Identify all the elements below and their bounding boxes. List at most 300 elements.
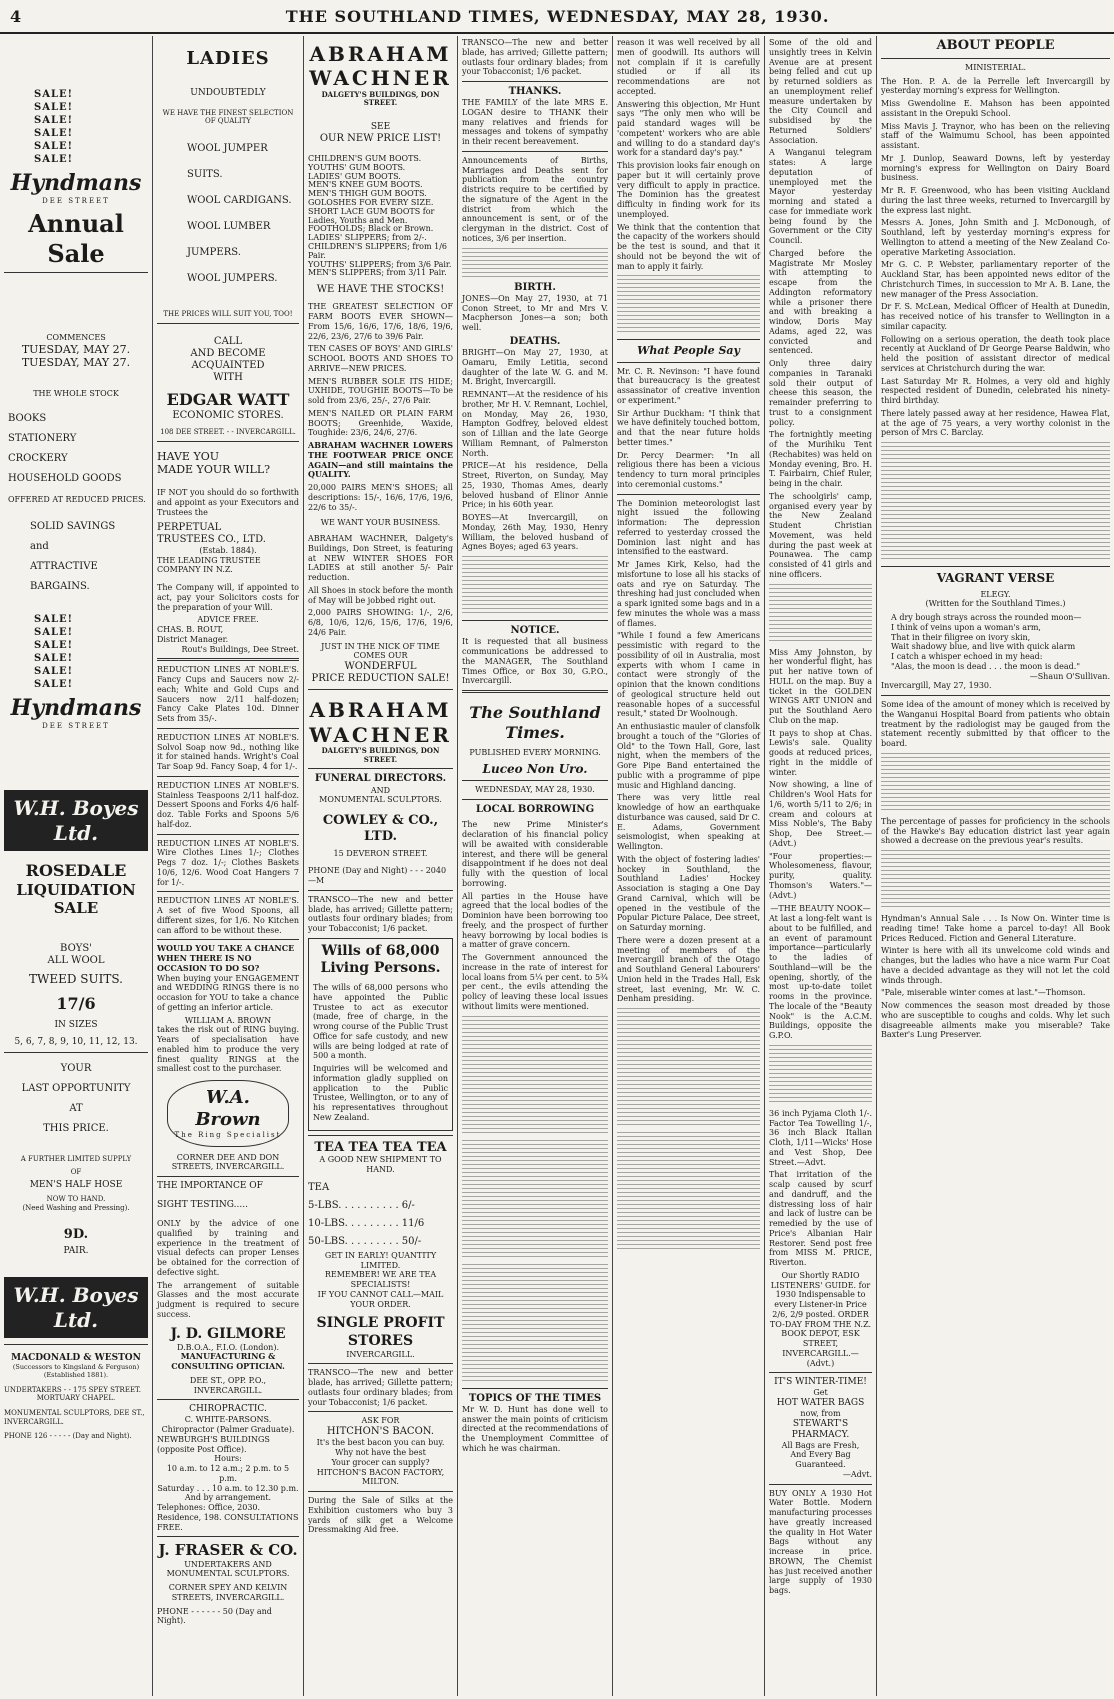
text-col1-stock_items-3: HOUSEHOLD GOODS	[8, 473, 122, 485]
text-col7-poem-5: "Alas, the moon is dead . . . the moon is dead."	[891, 661, 1081, 671]
text-block-2	[462, 1016, 608, 1136]
text-col3-just: JUST IN THE NICK OF TIME COMES OUR	[321, 641, 440, 661]
text-col1-wool: ALL WOOL	[47, 955, 105, 967]
text-col4-deaths_text-1: REMNANT—At the residence of his brother, Mr H. V. Remnant, Lochiel, on Monday, May 26, 1930, Hampton Godfrey, beloved eldest son of Lillian and the late George William Remnant, of Palmerston North.	[462, 390, 608, 458]
text-col3-list-5: GOLOSHES FOR EVERY SIZE.	[308, 197, 434, 207]
divider	[769, 1372, 872, 1373]
text-col3-new_price: OUR NEW PRICE LIST!	[319, 132, 442, 144]
text-col1-sale_lines-3: SALE!	[34, 652, 74, 664]
text-col3-want: WE WANT YOUR BUSINESS.	[320, 518, 441, 528]
divider	[157, 323, 299, 324]
text-col1-pair: PAIR.	[63, 1246, 89, 1257]
text-col2-edgar: EDGAR WATT	[166, 390, 290, 410]
divider	[308, 689, 453, 690]
text-col3-list-7: FOOTHOLDS; Black or Brown.	[308, 224, 434, 234]
divider	[462, 799, 608, 800]
text-col7-ministerial: MINISTERIAL.	[965, 62, 1026, 72]
text-col4-local_text-2: The Government announced the increase in the rate of interest for local loans from 5¼ per cent. to 5¾ per cent., the evils attending the policy of leaving these local issues without limits were mentioned.	[462, 953, 608, 1011]
text-col4-birth_text: JONES—On May 27, 1930, at 71 Conon Street, to Mr and Mrs V. Macpherson Jones—a son; both well.	[462, 293, 608, 333]
text-col3-tea_rows-2: 10-LBS. . . . . . . . . 11/6	[308, 1217, 425, 1229]
text-col3-remember: REMEMBER! WE ARE TEA SPECIALISTS!	[324, 1270, 437, 1290]
text-block-8	[769, 584, 872, 644]
text-col2-leading: THE LEADING TRUSTEE COMPANY IN N.Z.	[157, 555, 261, 575]
text-col2-ring: The Ring Specialist	[174, 1131, 282, 1140]
text-col7-rest-2: Hyndman's Annual Sale . . . Is Now On. Winter time is reading time! Take home a parcel to-day! All Book Prices Reduced. Fiction and General Literature.	[881, 914, 1110, 943]
text-col3-stocks-4: ABRAHAM WACHNER LOWERS THE FOOTWEAR PRICE ONCE AGAIN—and still maintains the QUALITY.	[308, 440, 453, 480]
text-col3-transco2: TRANSCO—The new and better blade, has arrived; Gillette pattern; outlasts four ordinary blades; from your Tobacconist; 1/6 packet.	[308, 1368, 453, 1407]
text-col1-whole_stock: THE WHOLE STOCK	[33, 389, 119, 399]
text-col1-sale_lines-4: SALE!	[34, 141, 74, 152]
text-col4-local_text-1: All parties in the House have agreed that the local bodies of the Dominion have been borrowing too freely, and the prospect of further heavy borrowing by local bodies is a matter of grave concern.	[462, 891, 608, 950]
divider	[157, 939, 299, 940]
text-col6-radio: Our Shortly RADIO LISTENERS' GUIDE. for 1930 Indispensable to every Listener-in Price 2/6, 2/9 posted. ORDER TO-DAY FROM THE N.Z. BOOK DEPOT, ESK STREET, INVERCARGILL.—(Advt.)	[769, 1270, 872, 1368]
text-col1-sale_lines-2: SALE!	[34, 639, 74, 651]
text-col4-topics_text: Mr W. D. Hunt has done well to answer the main points of criticism directed at the recommendations of the Unemployment Committee of which he was chairman.	[462, 1404, 608, 1453]
text-col4-local: LOCAL BORROWING	[475, 804, 595, 816]
text-col2-prices: THE PRICES WILL SUIT YOU, TOO!	[163, 309, 293, 318]
text-col1-last: LAST OPPORTUNITY	[21, 1082, 131, 1094]
text-col3-stores: STORES	[347, 1332, 414, 1349]
text-col2-advice: ADVICE FREE.	[197, 615, 259, 625]
text-col2-undoubtedly: UNDOUBTEDLY	[190, 87, 266, 98]
text-col2-sight_text: ONLY by the advice of one qualified by training and experience in the treatment of visual defects can proper Lenses be obtained for the correction of defective sight.	[157, 1219, 299, 1277]
divider	[881, 695, 1110, 696]
text-col2-items-0: WOOL JUMPER SUITS.	[187, 142, 268, 180]
text-col6-now_from: now, from	[800, 1408, 841, 1418]
text-col1-undertakers: UNDERTAKERS - - 175 SPEY STREET.	[4, 1385, 141, 1394]
text-col2-fraser_phone: PHONE - - - - - - 50 (Day and Night).	[157, 1606, 272, 1626]
text-col1-rosedale: ROSEDALE	[25, 861, 127, 881]
text-col3-see: SEE	[370, 121, 391, 132]
text-col2-with: WITH	[213, 372, 243, 384]
divider	[157, 658, 299, 661]
text-col2-items-1: WOOL CARDIGANS.	[187, 194, 292, 206]
text-col2-brown: WILLIAM A. BROWN	[184, 1015, 272, 1025]
text-col7-rest-3: Winter is here with all its unwelcome cold winds and changes, but the ladies who have a nice warm Fur Coat have a decided advantage as they will not let the cold winds through.	[881, 946, 1110, 985]
text-col6-beauty: —THE BEAUTY NOOK—	[770, 904, 871, 914]
text-col7-people-4: Mr R. F. Greenwood, who has been visiting Auckland during the last three weeks, returned to Invercargill by the express last night.	[881, 186, 1110, 215]
text-col3-cowley_phone: PHONE (Day and Night) - - - 2040—M	[308, 866, 447, 886]
text-col2-nobles-4: REDUCTION LINES AT NOBLE'S. A set of five Wood Spoons, all different sizes, for 1/6. No Kitchen can afford to be without these.	[157, 896, 299, 935]
text-col2-company_text: The Company will, if appointed to act, pay your Solicitors costs for the preparation of your Will.	[157, 583, 299, 612]
text-col2-perpetual: PERPETUAL	[157, 521, 222, 533]
divider	[308, 1363, 453, 1364]
text-col1-macdonald: MACDONALD & WESTON	[11, 1353, 141, 1364]
text-col5-heading: What People Say	[637, 344, 740, 358]
text-col3-bacon4: HITCHON'S BACON FACTORY, MILTON.	[316, 1467, 445, 1487]
divider	[157, 1536, 299, 1537]
text-col3-cowley: COWLEY & CO., LTD.	[322, 813, 439, 844]
text-col6-text1-2: Charged before the Magistrate Mr Mosley with attempting to escape from the Addington reformatory while a prisoner there and with breaking a window, Doris May Adams, aged 22, was convicted and sentenced.	[769, 248, 872, 356]
divider	[157, 441, 299, 442]
text-col3-monumental: MONUMENTAL SCULPTORS.	[319, 795, 442, 805]
text-col3-list-2: LADIES' GUM BOOTS.	[308, 171, 401, 181]
text-col2-nobles-0: REDUCTION LINES AT NOBLE'S. Fancy Cups and Saucers now 2/- each; White and Gold Cups and Saucers now 2/11 half-dozen; Fancy Cake Plates 10d. Dinner Sets from 35/-.	[157, 665, 299, 724]
text-col3-stocks-3: MEN'S NAILED OR PLAIN FARM BOOTS; Greenhide, Waxide, Toughide: 23/6, 24/6, 27/6.	[308, 408, 453, 438]
text-col1-macdonald_sub: (Successors to Kingsland & Ferguson)	[12, 1363, 140, 1372]
text-col2-manager: District Manager.	[157, 634, 229, 644]
text-col2-brown_text: takes the risk out of RING buying. Years of specialisation have enabled him to produce the very finest quality RINGS at the smallest cost to the purchaser.	[157, 1025, 299, 1074]
text-col3-list-10: YOUTHS' SLIPPERS; from 3/6 Pair.	[308, 259, 452, 269]
text-block-0	[462, 248, 608, 278]
text-col1-price: 17/6	[56, 994, 96, 1014]
text-col4-announce: Announcements of Births, Marriages and Deaths sent for publication from the country districts require to be certified by the signature of the Agent in the district from which the announcement is sent, or of the clergyman in the district. Cost of notices, 3/6 per insertion.	[462, 155, 608, 243]
text-block-5	[617, 275, 760, 335]
text-col6-text1-5: The schoolgirls' camp, organised every year by the New Zealand Student Christian Movement, was held during the past week at Pounawea. The camp consisted of 41 girls and nine officers.	[769, 491, 872, 579]
text-col1-further: A FURTHER LIMITED SUPPLY	[20, 1155, 132, 1164]
text-col3-dalgety2: DALGETY'S BUILDINGS, DON STREET.	[321, 746, 440, 764]
text-col7-poem-1: I think of veins upon a woman's arm,	[891, 622, 1041, 632]
text-col6-pyjama: 36 inch Pyjama Cloth 1/-. Factor Tea Towelling 1/-, 36 inch Black Italian Cloth, 1/11—Wicks' Hose and Vest Shop, Dee Street.—Advt.	[769, 1108, 872, 1167]
brown-logo	[167, 1080, 289, 1146]
text-col5-text2-4: There was very little real knowledge of how an earthquake disturbance was caused, said Dr C. E. Adams, Government seismologist, when speaking at Wellington.	[617, 793, 760, 852]
text-col3-tea_rows-0: TEA	[308, 1181, 330, 1193]
text-col4-notice: NOTICE.	[510, 625, 560, 637]
text-col3-tea_sub: A GOOD NEW SHIPMENT TO HAND.	[319, 1155, 442, 1175]
text-col2-tel: Telephones: Office, 2030. Residence, 198. CONSULTATIONS FREE.	[157, 1503, 299, 1532]
text-col1-logo: Hyndmans	[10, 170, 142, 196]
text-col6-stewart: STEWART'S PHARMACY.	[791, 1418, 850, 1440]
text-col1-sale_lines-1: SALE!	[34, 626, 74, 638]
divider	[308, 768, 453, 769]
text-col2-fraser_addr: CORNER SPEY AND KELVIN STREETS, INVERCARGILL.	[168, 1583, 288, 1602]
text-col5-text2-3: An enthusiastic mauler of clansfolk brought a touch of the "Glories of Old" to the Town Hall, Gore, last night, when the members of the Gore Pipe Band entertained the public with a programme of pipe music and Highland dancing.	[617, 722, 760, 790]
text-col3-abraham: ABRAHAM	[309, 42, 452, 66]
text-col3-stocks-2: MEN'S RUBBER SOLE ITS HIDE; UXHIDE, TOUGHIE BOOTS—To be sold from 23/6, 25/-, 27/6 Pair.	[308, 376, 453, 406]
text-col7-poem-3: Wait shadowy blue, and live with quick alarm	[891, 642, 1076, 652]
text-block-7	[617, 1132, 760, 1252]
text-block-3	[462, 1140, 608, 1260]
text-col1-sale_lines-5: SALE!	[34, 678, 74, 690]
text-col2-nobles-3: REDUCTION LINES AT NOBLE'S. Wire Clothes Lines 1/-; Clothes Pegs 7 doz. 1/-; Clothes Baskets 10/6, 12/6. Wood Coat Hangers 7 for 1/-.	[157, 838, 299, 887]
text-col1-established: (Established 1881).	[43, 1371, 109, 1379]
text-col7-rest-1: The percentage of passes for proficiency in the schools of the Hawke's Bay education district last year again showed a decrease on the previous year's results.	[881, 816, 1110, 846]
divider	[4, 1344, 148, 1345]
text-col2-made: MADE YOUR WILL?	[157, 462, 271, 476]
divider	[157, 776, 299, 777]
text-col5-text1-1: Answering this objection, Mr Hunt says "The only men who will be paid standard wages will be 'competent' workers who are able and willing to do a standard day's work for a standard day's pay."	[617, 99, 760, 158]
divider	[617, 339, 760, 340]
text-col6-buy: BUY ONLY A 1930 Hot Water Bottle. Modern manufacturing processes have greatly increased the quality in Hot Water Bags without any increase in price. BROWN, The Chemist has just received another large supply of 1930 bags.	[769, 1488, 872, 1596]
text-col6-text1-1: A Wanganui telegram states: A large deputation of unemployed met the Mayor yesterday morning and stated a case for immediate work being found by the Government or the City Council.	[769, 148, 872, 245]
text-col7-people-0: The Hon. P. A. de la Perrelle left Invercargill by yesterday morning's express for Wellington.	[881, 76, 1110, 96]
text-col3-have_stocks: WE HAVE THE STOCKS!	[316, 284, 445, 296]
text-col6-winter: IT'S WINTER-TIME!	[774, 1377, 867, 1388]
text-col3-stocks-1: TEN CASES OF BOYS' AND GIRLS' SCHOOL BOOTS AND SHOES TO ARRIVE—NEW PRICES.	[308, 344, 454, 373]
text-col2-estab: (Estab. 1884).	[199, 545, 257, 555]
text-col6-text1-9: "Four properties:—Wholesomeness, flavour, purity, quality. Thomson's Waters."—(Advt.)	[769, 851, 872, 900]
text-col6-irritation: That irritation of the scalp caused by scurf and dandruff, and the distressing loss of hair and lack of lustre can be remedied by the use of Price's Albanian Hair Restorer. Send post free from MISS M. PRICE, Riverton.	[769, 1170, 872, 1267]
divider	[157, 834, 299, 835]
text-col3-silks: During the Sale of Silks at the Exhibition customers who buy 3 yards of silk get a Welcome Dressmaking Aid free.	[308, 1496, 453, 1535]
text-col7-written: (Written for the Southland Times.)	[925, 599, 1066, 609]
text-col4-local_text-0: The new Prime Minister's declaration of his financial policy will be awaited with considerable interest, and there will be general disappointment if he does not deal fully with the question of local borrowing.	[462, 820, 608, 888]
text-col6-hot: HOT WATER BAGS	[776, 1397, 865, 1408]
newspaper-nameplate: The Southland Times.	[469, 703, 601, 742]
text-col3-early: GET IN EARLY! QUANTITY LIMITED.	[324, 1250, 437, 1270]
text-col1-date1: TUESDAY, MAY 27.	[21, 342, 131, 356]
text-col3-list-3: MEN'S KNEE GUM BOOTS.	[308, 180, 423, 190]
text-col2-appt: And by arrangement.	[184, 1493, 272, 1503]
text-col3-reduction: PRICE REDUCTION SALE!	[311, 673, 450, 685]
text-col2-rout: CHAS. B. ROUT,	[157, 625, 224, 635]
page-number: 4	[10, 6, 22, 26]
text-col2-hours1: 10 a.m. to 12 a.m.; 2 p.m. to 5 p.m.	[166, 1464, 290, 1483]
text-col1-savings-3: BARGAINS.	[30, 580, 90, 592]
text-col2-fraser: J. FRASER & CO.	[158, 1541, 298, 1560]
text-col2-call: CALL	[213, 335, 243, 347]
text-block-4	[462, 1264, 608, 1384]
text-col1-logo_sub: DEE STREET	[42, 196, 110, 205]
text-col3-bacon2: Why not have the best	[335, 1448, 426, 1458]
divider	[308, 1411, 453, 1412]
text-col6-text1-6: Miss Amy Johnston, by her wonderful flight, has put her native town of HULL on the map. Buy a ticket in the GOLDEN WINGS ART UNION and put the Southland Aero Club on the map.	[769, 647, 872, 725]
newspaper-header: THE SOUTHLAND TIMES, WEDNESDAY, MAY 28, 1930.	[285, 6, 830, 26]
divider	[462, 620, 608, 621]
text-col1-your: YOUR	[60, 1062, 92, 1074]
column-6	[765, 36, 876, 1696]
divider	[881, 58, 1110, 59]
text-col1-stock_items-2: CROCKERY	[8, 453, 68, 465]
divider	[462, 151, 608, 152]
divider	[308, 1135, 453, 1136]
text-col7-people-8: Following on a serious operation, the death took place recently at Auckland of Dr George Pearse Baldwin, who held the position of assistant director of medical services at Christchurch during the war.	[881, 334, 1110, 373]
text-col7-people-5: Messrs A. Jones, John Smith and J. McDonough, of Southland, left by yesterday morning's express for Wellington to attend a meeting of the New Zealand Co-operative Marketing Association.	[881, 218, 1110, 257]
text-col7-rest-0: Some idea of the amount of money which is received by the Wanganui Hospital Board from patients who obtain treatment by the radiologist may be gauged from the statement recently submitted by that officer to the board.	[881, 700, 1110, 749]
text-col1-sale_lines-2: SALE!	[34, 115, 74, 126]
text-col3-living: Living Persons.	[320, 960, 441, 977]
text-col3-funeral: FUNERAL DIRECTORS.	[314, 773, 447, 785]
text-col4-motto: Luceo Non Uro.	[482, 761, 588, 776]
text-col7-vagrant: VAGRANT VERSE	[936, 571, 1055, 586]
text-col1-reduced: OFFERED AT REDUCED PRICES.	[8, 495, 146, 505]
text-col3-deveron: 15 DEVERON STREET.	[333, 848, 428, 858]
text-col5-text1-2: This provision looks fair enough on paper but it will certainly prove very difficult to apply in practice. The Dominion has the greatest difficulty in finding work for its unemployed.	[617, 161, 760, 219]
text-col2-ladies: LADIES	[186, 48, 270, 69]
divider	[462, 81, 608, 82]
text-col3-all_shoes: All Shoes in stock before the month of May will be jobbed right out.	[308, 585, 453, 605]
text-col4-thanks_text: THE FAMILY of the late MRS E. LOGAN desire to THANK their many relatives and friends for messages and tokens of sympathy in their recent bereavement.	[462, 98, 608, 147]
hyndmans-logo-2	[4, 695, 148, 730]
text-block-1	[462, 556, 608, 616]
text-col5-quotes-1: Sir Arthur Duckham: "I think that we have definitely touched bottom, and that the near future holds better times."	[617, 408, 760, 447]
text-col2-routs: Rout's Buildings, Dee Street.	[181, 644, 299, 654]
text-col3-list-4: MEN'S THIGH GUM BOOTS.	[308, 189, 427, 199]
text-col7-people-7: Dr F. S. McLean, Medical Officer of Health at Dunedin, has received notice of his transfer to Wellington in a similar capacity.	[881, 302, 1110, 331]
text-col4-deaths_text-3: BOYES—At Invercargill, on Monday, 26th May, 1930, Henry William, the beloved husband of Agnes Boyes; aged 63 years.	[462, 513, 608, 552]
text-col7-rest-4: "Pale, miserable winter comes at last."—Thomson.	[881, 988, 1086, 998]
divider	[462, 1388, 608, 1389]
text-col7-people-6: Mr G. C. P. Webster, parliamentary reporter of the Auckland Star, has been appointed news editor of the Christchurch Times, in succession to Mr A. B. Lane, the new manager of the Press Association.	[881, 260, 1110, 299]
text-col2-gilmore_addr: DEE ST., OPP. P.O., INVERCARGILL.	[189, 1375, 267, 1395]
text-col1-date2: TUESDAY, MAY 27.	[21, 356, 131, 370]
divider	[308, 890, 453, 891]
text-col2-arrangement: The arrangement of suitable Glasses and the most accurate judgment is required to secure success.	[157, 1280, 299, 1319]
text-col1-this_price: THIS PRICE.	[43, 1123, 109, 1135]
text-col6-text1-0: Some of the old and unsightly trees in Kelvin Avenue are at present being felled and cut up by returned soldiers as an unemployment relief measure undertaken by the City Council and subsidised by the Returned Soldiers' Association.	[769, 38, 872, 145]
text-col3-wonderful: WONDERFUL	[344, 661, 417, 673]
text-col6-text1-8: Now showing, a line of Children's Wool Hats for 1/6, worth 5/11 to 2/6; in cream and colours at Miss Noble's, The Baby Shop, Dee Street.—(Advt.)	[769, 780, 872, 848]
text-block-10	[881, 442, 1110, 562]
divider	[462, 690, 608, 693]
text-col3-cannot: IF YOU CANNOT CALL—MAIL YOUR ORDER.	[317, 1289, 444, 1309]
text-col3-pairs: 2,000 PAIRS SHOWING: 1/-, 2/6, 6/8, 10/6, 12/6, 15/6, 17/6, 19/6, 24/6 Pair.	[308, 608, 453, 637]
text-col2-newburgh: NEWBURGH'S BUILDINGS (opposite Post Office).	[157, 1434, 270, 1454]
text-col3-abraham2: ABRAHAM	[309, 698, 452, 723]
text-col1-sale_lines-5: SALE!	[34, 154, 74, 165]
divider	[769, 1484, 872, 1485]
text-col3-bacon3: Your grocer can supply?	[331, 1457, 430, 1467]
text-col5-text1-0: reason it was well received by all men of goodwill. Its authors will not complain if it is carefully studied or if all its recommendations are not accepted.	[617, 38, 760, 96]
text-col7-elegy: ELEGY.	[980, 589, 1011, 599]
text-col3-dalgety: DALGETY'S BUILDINGS, DON STREET.	[321, 89, 440, 108]
text-block-9	[769, 1045, 872, 1105]
divider	[157, 1176, 299, 1177]
text-col5-text2-2: "While I found a few Americans pessimistic with regard to the possibility of oil in Australia, most experts with whom I came in contact were strongly of the opinion that the known conditions of geological structure held out reasonable hopes of a successful result," stated Dr Woolnough.	[617, 631, 760, 719]
text-col3-transco1: TRANSCO—The new and better blade, has arrived; Gillette pattern; outlasts four ordinary blades; from your Tobacconist; 1/6 packet.	[308, 894, 453, 934]
text-col3-list-11: MEN'S SLIPPERS; from 3/11 Pair.	[308, 268, 447, 278]
text-col6-get: Get	[813, 1388, 828, 1398]
text-col4-deaths: DEATHS.	[509, 335, 561, 347]
text-col1-sale_lines-4: SALE!	[34, 665, 74, 677]
text-block-6	[617, 1008, 760, 1128]
text-col1-at: AT	[69, 1103, 83, 1115]
text-col3-wachner_text: ABRAHAM WACHNER, Dalgety's Buildings, Don Street, is featuring at NEW WINTER SHOES FOR LADIES at still another 5/- Pair reduction.	[308, 534, 453, 583]
text-col2-chiro_sub: Chiropractor (Palmer Graduate).	[161, 1425, 295, 1435]
text-col6-guaranteed: And Every Bag Guaranteed.	[790, 1450, 851, 1470]
text-col3-inquiries: Inquiries will be welcomed and information gladly supplied on application to the Public Trustee, Wellington, or to any of his representatives throughout New Zealand.	[313, 1064, 448, 1122]
text-col3-stocks-5: 20,000 PAIRS MEN'S SHOES; all descriptions: 15/-, 16/6, 17/6, 19/6, 22/6 to 35/-.	[308, 483, 453, 512]
text-col4-paper_date: WEDNESDAY, MAY 28, 1930.	[475, 785, 595, 795]
text-col7-poet: —Shaun O'Sullivan.	[1029, 671, 1110, 681]
text-col1-logo_sub: DEE STREET	[42, 721, 110, 730]
text-col1-sale_lines-1: SALE!	[34, 102, 74, 113]
text-col2-trustees: TRUSTEES CO., LTD.	[157, 533, 266, 545]
text-col1-of: OF	[70, 1167, 82, 1176]
text-col3-wachner2: WACHNER	[309, 722, 452, 747]
text-col6-text1-3: Only three dairy companies in Taranaki sold their output of cheese this season, the remainder preferring to trust to a consignment policy.	[769, 359, 872, 427]
text-col4-deaths_text-0: BRIGHT—On May 27, 1930, at Oamaru, Emily Letitia, second daughter of the late W. G. and M. M. Bright, Invercargill.	[462, 348, 608, 387]
text-col5-text1-3: We think that the contention that the capacity of the workers should be the test is sound, and that it should not be beyond the wit of man to apply it fairly.	[617, 222, 760, 271]
divider	[881, 566, 1110, 567]
text-col2-optician: MANUFACTURING & CONSULTING OPTICIAN.	[171, 1351, 285, 1372]
text-col3-wachner: WACHNER	[309, 66, 452, 91]
divider	[617, 362, 760, 363]
stock-list	[8, 409, 148, 489]
text-col7-people-10: There lately passed away at her residence, Hawea Flat, at the age of 75 years, a very worthy colonist in the person of Mrs C. Barclay.	[881, 408, 1110, 438]
text-col1-in_sizes: IN SIZES	[54, 1019, 98, 1030]
text-col1-liquidation: LIQUIDATION SALE	[16, 880, 136, 917]
text-col1-tweed: TWEED SUITS.	[29, 971, 123, 986]
text-col4-topics: TOPICS OF THE TIMES	[468, 1392, 602, 1404]
hyndmans-logo	[4, 170, 148, 205]
text-col5-text2-1: Mr James Kirk, Kelso, had the misfortune to lose all his stacks of oats and rye on Saturday. The threshing had just concluded when a spark ignited some bags and in a few minutes the whole was a mass of flames.	[617, 560, 760, 628]
text-col3-tea_rows-1: 5-LBS. . . . . . . . . . 6/-	[308, 1199, 415, 1211]
text-col2-brown_logo: W.A. Brown	[195, 1087, 261, 1131]
text-col2-acquainted: AND BECOME ACQUAINTED	[190, 347, 266, 371]
text-col5-quotes-2: Dr. Percy Dearmer: "In all religious there has been a vicious tendency to turn moral principles into ceremonial customs."	[617, 450, 760, 489]
text-col1-savings-1: and	[30, 540, 49, 552]
column-4	[458, 36, 612, 1696]
text-col6-text1-4: The fortnightly meeting of the Murihiku Tent (Rechabites) was held on Monday evening, Bro. H. T. Fairbairn, Chief Ruler, being in the chair.	[769, 430, 872, 488]
text-col1-boyes_logo: W.H. Boyes Ltd.	[13, 1283, 139, 1332]
text-col7-people-2: Miss Mavis J. Traynor, who has been on the relieving staff of the Waimumu School, has been appointed assistant.	[881, 121, 1110, 151]
text-col5-text2-0: The Dominion meteorologist last night issued the following information: The depression referred to yesterday crossed the Dominion last night and has intensified to the eastward.	[617, 498, 760, 557]
column-7	[877, 36, 1114, 1696]
text-col1-hose: MEN'S HALF HOSE	[29, 1180, 123, 1191]
text-col3-stocks-0: THE GREATEST SELECTION OF FARM BOOTS EVER SHOWN—From 15/6, 16/6, 17/6, 18/6, 19/6, 22/6, 23/6, 27/6 to 39/6 Pair.	[308, 302, 453, 341]
text-col2-hours: Hours:	[214, 1454, 242, 1464]
text-col1-boys: BOYS'	[60, 943, 92, 955]
text-col2-sight: SIGHT TESTING.....	[157, 1200, 248, 1211]
divider	[617, 494, 760, 495]
masthead	[0, 0, 1114, 34]
text-col2-items-3: WOOL JUMPERS.	[187, 272, 278, 284]
text-col1-sale_lines-3: SALE!	[34, 128, 74, 139]
text-col2-importance: THE IMPORTANCE OF	[157, 1181, 263, 1192]
text-col4-birth: BIRTH.	[514, 281, 556, 293]
text-col1-nine: 9D.	[63, 1226, 89, 1242]
text-block-11	[881, 753, 1110, 813]
text-col3-tea_rows-3: 50-LBS. . . . . . . . . 50/-	[308, 1235, 422, 1247]
text-col6-beauty_text: At last a long-felt want is about to be fulfilled, and an event of paramount importance—particularly to the ladies of Southland—will be the opening, shortly, of the most up-to-date toilet rooms in the province. The locale of the "Beauty Nook" is the A.C.M. Buildings, opposite the G.P.O.	[769, 914, 872, 1040]
annual-sale-heading: Annual Sale	[28, 209, 124, 268]
text-col2-economic: ECONOMIC STORES.	[172, 409, 284, 421]
text-col5-quotes-0: Mr. C. R. Nevinson: "I have found that bureaucracy is the greatest assassinator of creative invention or experiment."	[617, 366, 760, 405]
text-block-12	[881, 850, 1110, 910]
text-col1-savings-2: ATTRACTIVE	[30, 560, 98, 572]
text-col2-address: 108 DEE STREET. - - INVERCARGILL.	[160, 427, 296, 436]
text-col4-notice_text: It is requested that all business communications be addressed to the MANAGER, The Southland Times Office, or Box 30, G.P.O., Invercargill.	[462, 637, 608, 686]
text-col7-people-3: Mr J. Dunlop, Seaward Downs, left by yesterday morning's express for Wellington on Dairy Board business.	[881, 153, 1110, 183]
text-col4-transco: TRANSCO—The new and better blade, has arrived; Gillette pattern; outlasts four ordinary blades; from your Tobacconist; 1/6 packet.	[462, 38, 608, 77]
text-col1-monumental: MONUMENTAL SCULPTORS, DEE ST., INVERCARGILL.	[4, 1408, 145, 1426]
text-col3-wills: Wills of 68,000	[321, 942, 440, 959]
text-col2-hours2: Saturday . . . 10 a.m. to 12.30 p.m.	[157, 1483, 299, 1493]
text-col7-rest-5: Now commences the season most dreaded by those who are susceptible to coughs and colds. Why let such disagreeable ailments make you miserable? Take Baxter's Lung Preserver.	[881, 1001, 1110, 1040]
divider	[4, 1052, 148, 1053]
text-col1-boyes_logo: W.H. Boyes Ltd.	[13, 796, 139, 845]
text-col3-list-6: SHORT LACE GUM BOOTS for Ladies, Youths and Men.	[308, 206, 435, 225]
text-col7-poem-0: A dry bough strays across the rounded moon—	[891, 613, 1082, 623]
text-col3-invercargill: INVERCARGILL.	[346, 1349, 415, 1359]
text-col2-chiro: CHIROPRACTIC.	[189, 1404, 267, 1415]
text-col7-poem-2: That in their filigree on ivory skin,	[891, 632, 1031, 642]
column-1	[0, 36, 152, 1696]
boyes-logo	[4, 790, 148, 851]
boyes-logo-2	[4, 1277, 148, 1338]
text-col2-fraser_sub: UNDERTAKERS AND MONUMENTAL SCULPTORS.	[166, 1559, 290, 1579]
divider	[157, 1399, 299, 1400]
text-col1-savings-0: SOLID SAVINGS	[30, 520, 116, 532]
text-col2-finest: WE HAVE THE FINEST SELECTION OF QUALITY	[162, 108, 294, 126]
sale-list	[4, 88, 148, 166]
text-col7-poem_date: Invercargill, May 27, 1930.	[881, 681, 992, 691]
column-5	[613, 36, 764, 1696]
text-col7-about: ABOUT PEOPLE	[936, 38, 1055, 53]
text-col7-people-1: Miss Gwendoline E. Mahson has been appointed assistant in the Orepuki School.	[881, 99, 1110, 118]
text-col6-text1-7: It pays to shop at Chas. Lewis's sale. Quality goods at reduced prices, right in the middle of winter.	[769, 728, 872, 777]
text-col1-need: (Need Washing and Pressing).	[22, 1203, 130, 1212]
text-col1-mortuary: MORTUARY CHAPEL.	[36, 1394, 116, 1403]
divider	[157, 891, 299, 892]
text-col3-bacon1: It's the best bacon you can buy.	[316, 1438, 445, 1448]
text-col1-logo: Hyndmans	[10, 694, 142, 721]
text-col4-published: PUBLISHED EVERY MORNING.	[469, 748, 601, 758]
text-col2-have_you: HAVE YOU	[157, 449, 220, 463]
text-col1-phone: PHONE 126 - - - - - (Day and Night).	[4, 1432, 132, 1441]
text-col7-poem-4: I catch a whisper echoed in my head:	[891, 652, 1043, 662]
